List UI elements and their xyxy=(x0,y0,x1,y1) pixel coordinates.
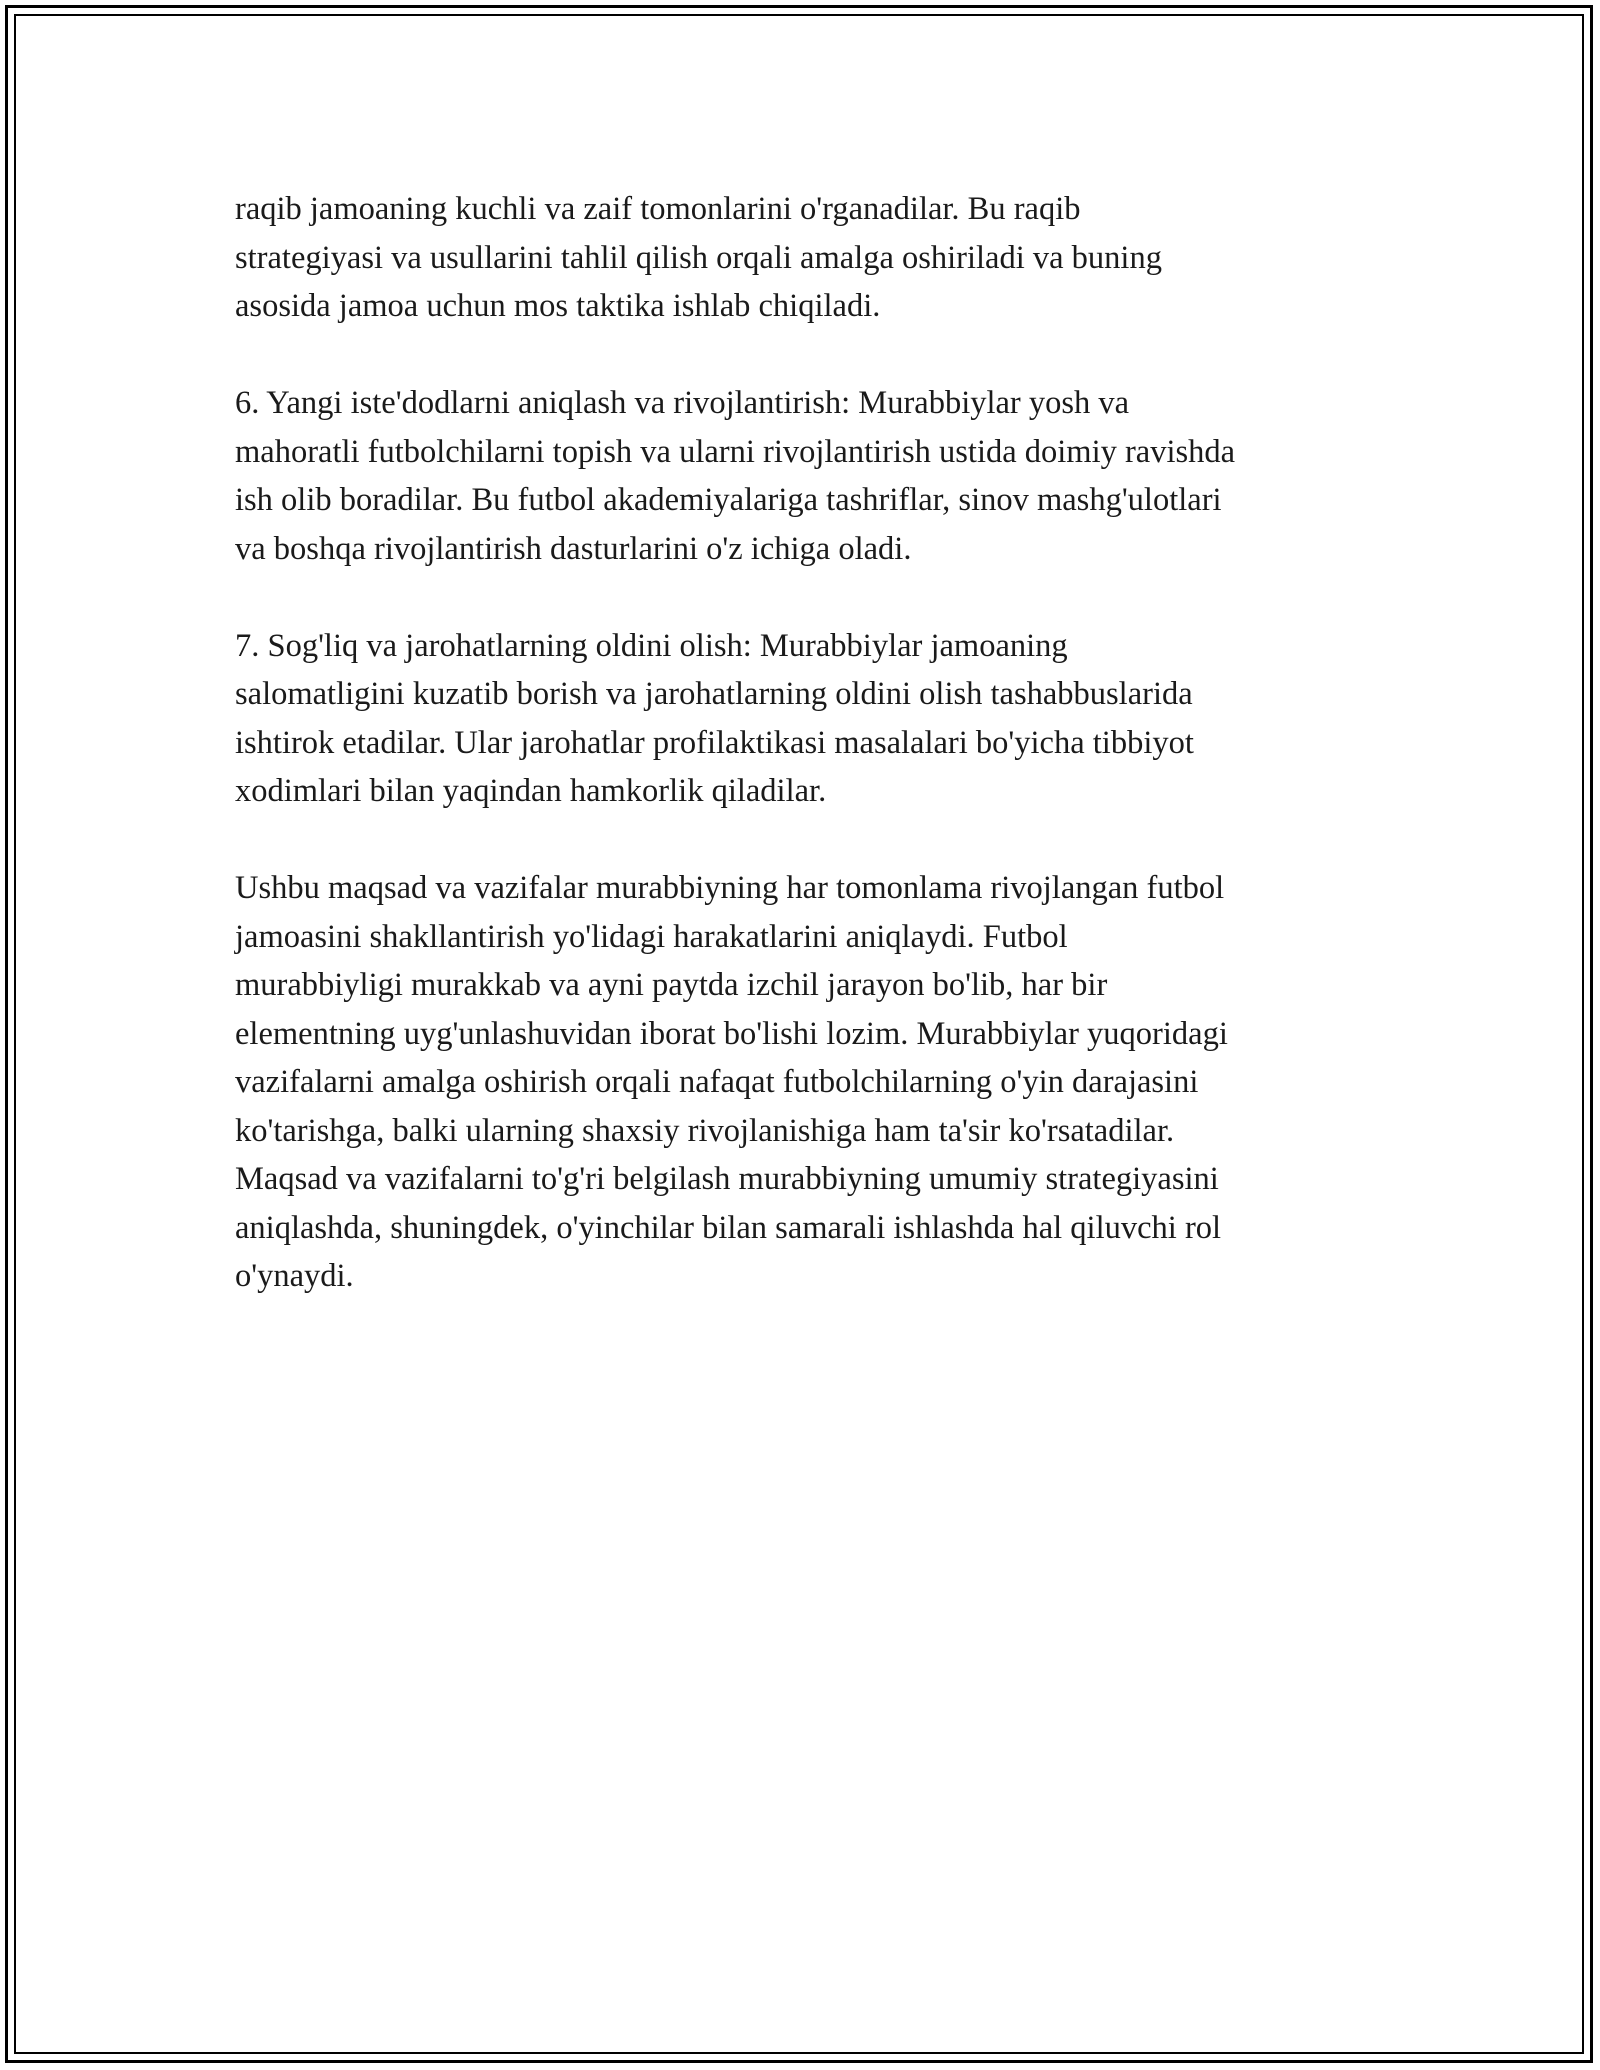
document-body xyxy=(235,185,1385,1349)
paragraph-rival-analysis: raqib jamoaning kuchli va zaif tomonlarini o'rganadilar. Bu raqib strategiyasi va usullarini tahlil qilish orqali amalga oshiriladi va buning asosida jamoa uchun mos taktika ishlab chiqiladi. xyxy=(235,191,1162,324)
paragraph-conclusion: Ushbu maqsad va vazifalar murabbiyning har tomonlama rivojlangan futbol jamoasini shakllantirish yo'lidagi harakatlarini aniqlaydi. Futbol murabbiyligi murakkab va ayni paytda izchil jarayon bo'lib, har bir elementning uyg'unlashuvidan iborat bo'lishi lozim. Murabbiylar yuqoridagi vazifalarni amalga oshirish orqali nafaqat futbolchilarning o'yin darajasini ko'tarishga, balki ularning shaxsiy rivojlanishiga ham ta'sir ko'rsatadilar. Maqsad va vazifalarni to'g'ri belgilash murabbiyning umumiy strategiyasini aniqlashda, shuningdek, o'yinchilar bilan samarali ishlashda hal qiluvchi rol o'ynaydi. xyxy=(235,870,1228,1294)
paragraph-talent-development: 6. Yangi iste'dodlarni aniqlash va rivojlantirish: Murabbiylar yosh va mahoratli futbolchilarni topish va ularni rivojlantirish ustida doimiy ravishda ish olib boradilar. Bu futbol akademiyalariga tashriflar, sinov mashg'ulotlari va boshqa rivojlantirish dasturlarini o'z ichiga oladi. xyxy=(235,385,1236,567)
paragraph-health-injury-prevention: 7. Sog'liq va jarohatlarning oldini olish: Murabbiylar jamoaning salomatligini kuzatib borish va jarohatlarning oldini olish tashabbuslarida ishtirok etadilar. Ular jarohatlar profilaktikasi masalalari bo'yicha tibbiyot xodimlari bilan yaqindan hamkorlik qiladilar. xyxy=(235,627,1194,809)
